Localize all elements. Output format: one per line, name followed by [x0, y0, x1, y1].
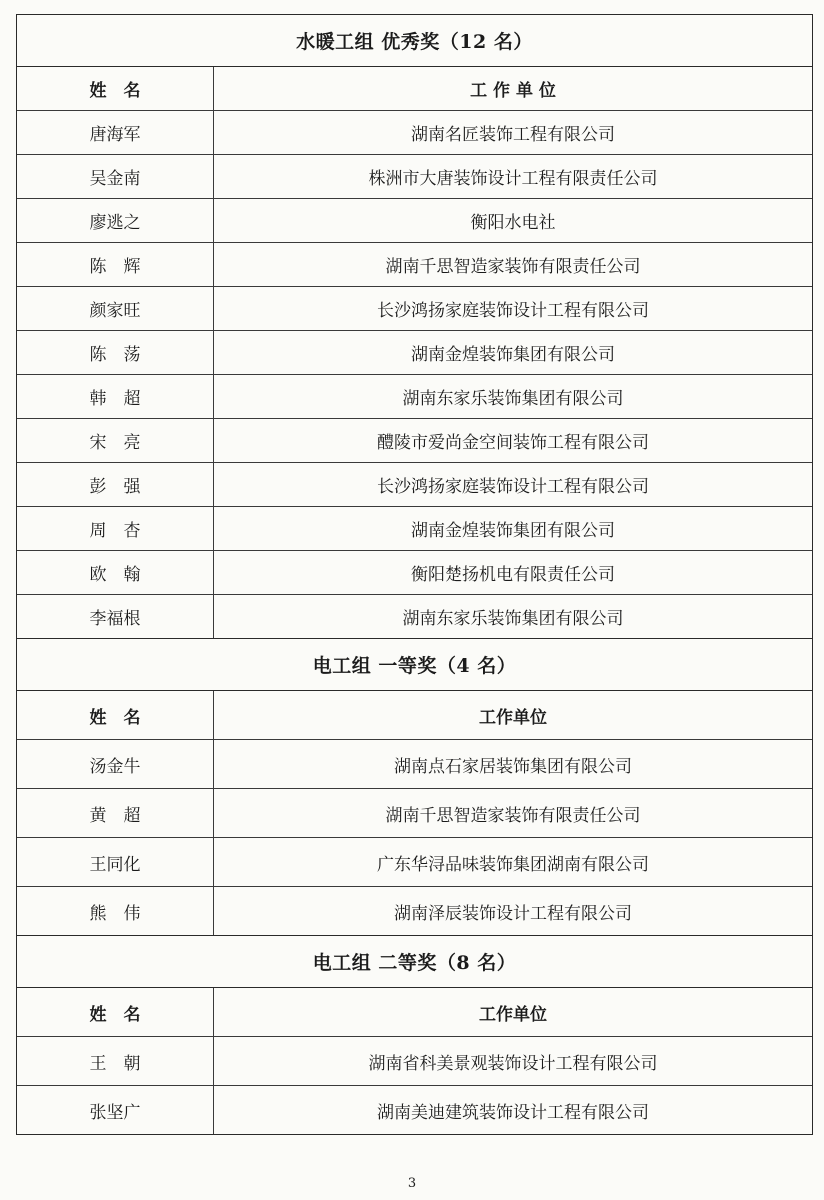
header-name: 姓 名: [17, 691, 214, 739]
section-title: 水暖工组 优秀奖（12 名）: [17, 15, 812, 67]
winner-unit: 湖南东家乐装饰集团有限公司: [402, 389, 624, 409]
section-electrician-first-prize: [17, 639, 812, 936]
winner-unit: 醴陵市爱尚金空间装饰工程有限公司: [377, 433, 649, 453]
winner-name: 王 朝: [17, 1037, 214, 1085]
winner-name: 宋 亮: [17, 419, 214, 462]
header-name: 姓 名: [17, 988, 214, 1036]
winner-name: 李福根: [17, 595, 214, 638]
winner-unit: 湖南省科美景观装饰设计工程有限公司: [368, 1053, 658, 1074]
winner-unit: 湖南金煌装饰集团有限公司: [411, 345, 615, 365]
winner-name: 张坚广: [17, 1086, 214, 1134]
winner-unit: 长沙鸿扬家庭装饰设计工程有限公司: [377, 301, 649, 321]
table-header-row: [17, 67, 812, 111]
winner-name: 吴金南: [17, 155, 214, 198]
table-row: [17, 789, 812, 838]
page-number: 3: [407, 1176, 417, 1191]
table-row: [17, 243, 812, 287]
table-row: [17, 419, 812, 463]
winner-unit: 湖南美迪建筑装饰设计工程有限公司: [377, 1102, 649, 1123]
table-header-row: [17, 988, 812, 1037]
winner-unit: 湖南千思智造家装饰有限责任公司: [385, 257, 641, 277]
winner-unit: 广东华浔品味装饰集团湖南有限公司: [377, 854, 649, 875]
winner-unit: 株洲市大唐装饰设计工程有限责任公司: [368, 169, 658, 189]
winner-name: 熊 伟: [17, 887, 214, 935]
table-row: [17, 155, 812, 199]
winner-unit: 湖南点石家居装饰集团有限公司: [394, 756, 632, 777]
winner-unit: 湖南名匠装饰工程有限公司: [411, 125, 615, 145]
winner-name: 颜家旺: [17, 287, 214, 330]
header-unit: 工作单位: [479, 1004, 547, 1025]
winner-unit: 衡阳水电社: [470, 213, 556, 233]
winner-unit: 湖南泽辰装饰设计工程有限公司: [394, 903, 632, 924]
winner-name: 王同化: [17, 838, 214, 886]
table-row: [17, 1037, 812, 1086]
winner-name: 汤金牛: [17, 740, 214, 788]
winner-unit: 湖南金煌装饰集团有限公司: [411, 521, 615, 541]
winner-name: 黄 超: [17, 789, 214, 837]
section-title: 电工组 一等奖（4 名）: [17, 639, 812, 691]
table-row: [17, 740, 812, 789]
winner-name: 周 杏: [17, 507, 214, 550]
table-row: [17, 887, 812, 935]
table-row: [17, 375, 812, 419]
header-unit: 工作单位: [479, 707, 547, 728]
table-row: [17, 463, 812, 507]
winner-name: 陈 荡: [17, 331, 214, 374]
winner-unit: 湖南千思智造家装饰有限责任公司: [385, 805, 641, 826]
winner-unit: 湖南东家乐装饰集团有限公司: [402, 609, 624, 629]
table-row: [17, 595, 812, 638]
award-table: [16, 14, 813, 1135]
table-row: [17, 331, 812, 375]
table-row: [17, 507, 812, 551]
winner-unit: 长沙鸿扬家庭装饰设计工程有限公司: [377, 477, 649, 497]
section-electrician-second-prize: [17, 936, 812, 1134]
section-plumbing-excellence: [17, 15, 812, 639]
table-row: [17, 838, 812, 887]
header-name: 姓 名: [17, 67, 214, 110]
table-row: [17, 551, 812, 595]
winner-name: 欧 翰: [17, 551, 214, 594]
winner-name: 韩 超: [17, 375, 214, 418]
winner-name: 廖逃之: [17, 199, 214, 242]
table-row: [17, 287, 812, 331]
table-row: [17, 1086, 812, 1134]
section-title: 电工组 二等奖（8 名）: [17, 936, 812, 988]
table-row: [17, 111, 812, 155]
winner-name: 陈 辉: [17, 243, 214, 286]
table-row: [17, 199, 812, 243]
header-unit: 工 作 单 位: [470, 81, 556, 101]
table-header-row: [17, 691, 812, 740]
winner-name: 唐海军: [17, 111, 214, 154]
winner-name: 彭 强: [17, 463, 214, 506]
winner-unit: 衡阳楚扬机电有限责任公司: [411, 565, 615, 585]
